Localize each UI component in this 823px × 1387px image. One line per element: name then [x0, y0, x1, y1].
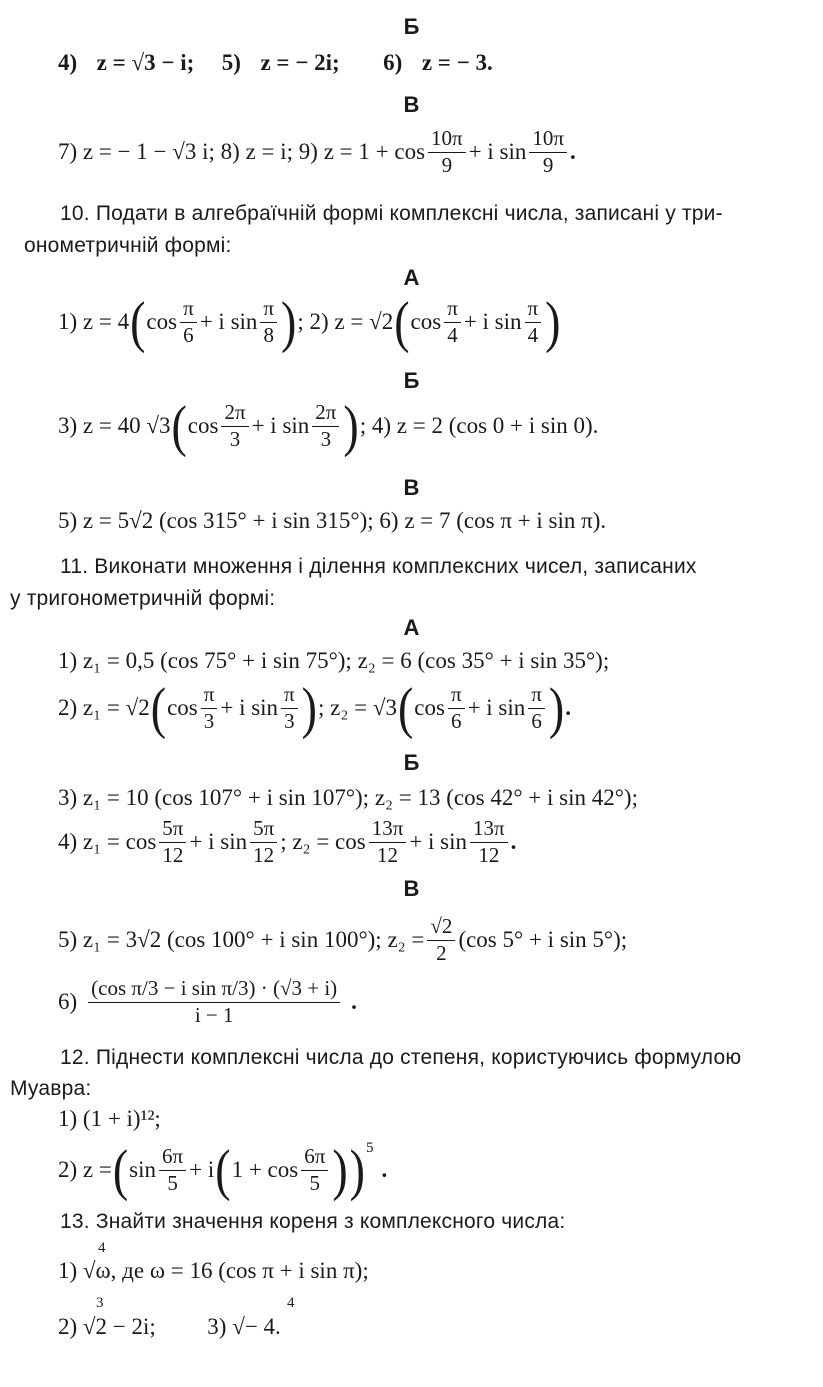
fraction: $\frac{\pi}{4}$ — [525, 297, 542, 346]
fraction: $\frac{2\pi}{3}$ — [221, 401, 248, 450]
paren-right: ) — [301, 675, 317, 740]
section-heading-b: Б — [403, 368, 420, 393]
exercise-9b-line — [58, 50, 823, 76]
section-heading-b: Б — [403, 750, 420, 775]
item-number: 4) — [58, 50, 78, 75]
exercise-10-1-line: 1) z = 4 ( cos $\frac{\pi}{6}$ + i sin $\frac{\pi}{8}$ ) ; 2) z = √2 ( cos $\frac{\pi}{4}$ + i sin $\frac{\pi}{4}$ ) — [58, 289, 561, 354]
formula: 7) z = − 1 − √3 i; 8) z = i; 9) z = 1 + cos — [58, 139, 426, 164]
fraction: $\frac{10\pi}{9}$ — [529, 127, 567, 176]
exercise-11-3-line: 3) z₁ = 10 (cos 107° + i sin 107°); z₂ = 13 (cos 42° + i sin 42°); — [58, 785, 638, 810]
section-heading-v: В — [403, 876, 420, 901]
paren-right: ) — [281, 289, 297, 354]
exercise-12-2-line: 2) z = ( sin $\frac{6\pi}{5}$ + i ( 1 + cos $\frac{6\pi}{5}$ ) ) 5 . — [58, 1137, 388, 1202]
fraction: $\frac{\pi}{6}$ — [180, 297, 197, 346]
paren-right: ) — [545, 289, 561, 354]
problem-11-text-cont: у тригонометричній формі: — [10, 587, 276, 610]
section-heading-v: В — [403, 92, 420, 117]
paren-left: ( — [394, 289, 410, 354]
paren-left: ( — [130, 289, 146, 354]
problem-12-text-cont: Муавра: — [10, 1077, 92, 1100]
formula: z = − 3. — [421, 50, 493, 75]
paren-right: ) — [332, 1137, 348, 1202]
problem-12-text: 12. Піднести комплексні числа до степеня, користуючись формулою — [60, 1046, 742, 1069]
fraction: $\frac{5\pi}{12}$ — [159, 817, 186, 866]
item-number: 5) — [221, 50, 241, 75]
fraction: $\frac{6\pi}{5}$ — [301, 1145, 328, 1194]
exercise-12-1-line: 1) (1 + i)¹²; — [58, 1106, 161, 1131]
fraction: $\frac{\text{(cos π/3 − i sin π/3) · (√3 + i)}}{i - 1}$ — [88, 977, 340, 1026]
fraction: $\frac{13\pi}{12}$ — [369, 817, 407, 866]
fraction: $\frac{13\pi}{12}$ — [470, 817, 508, 866]
section-heading-a: А — [403, 615, 420, 640]
section-heading-b: Б — [403, 14, 420, 39]
formula: + i sin — [468, 139, 527, 164]
exercise-11-1-line: 1) z₁ = 0,5 (cos 75° + i sin 75°); z₂ = 6 (cos 35° + i sin 35°); — [58, 648, 610, 673]
formula: z = √3 − i; — [96, 50, 195, 75]
fraction: $\frac{\pi}{4}$ — [444, 297, 461, 346]
paren-left: ( — [215, 1137, 231, 1202]
fraction: $\frac{\pi}{3}$ — [281, 683, 298, 732]
fraction: $\frac{10\pi}{9}$ — [428, 127, 466, 176]
root-index: 4 — [98, 1240, 106, 1256]
formula: z = − 2i; — [260, 50, 340, 75]
fraction: $\frac{5\pi}{12}$ — [250, 817, 277, 866]
fraction: $\frac{\pi}{8}$ — [260, 297, 277, 346]
section-heading-a: А — [403, 265, 420, 290]
section-heading-v: В — [403, 475, 420, 500]
paren-left: ( — [112, 1137, 129, 1202]
exercise-11-4-line: 4) z₁ = cos $\frac{5\pi}{12}$ + i sin $\frac{5\pi}{12}$ ; z₂ = cos $\frac{13\pi}{12}$ + i sin $\frac{13\pi}{12}$ . — [58, 816, 517, 867]
paren-left: ( — [150, 675, 167, 740]
exercise-10-3-line: 3) z = 40 √3 ( cos $\frac{2\pi}{3}$ + i sin $\frac{2\pi}{3}$ ) ; 4) z = 2 (cos 0 + i sin 0). — [58, 393, 599, 458]
problem-11-text: 11. Виконати множення і ділення комплексних чисел, записаних — [60, 555, 697, 578]
exercise-13-1-line: 1) √ω, де ω = 16 (cos π + i sin π); — [58, 1258, 369, 1283]
paren-left: ( — [397, 675, 414, 740]
paren-right: ) — [548, 675, 565, 740]
problem-13-text: 13. Знайти значення кореня з комплексного числа: — [60, 1210, 566, 1233]
fraction: $\frac{\pi}{6}$ — [448, 683, 465, 732]
fraction: $\frac{\pi}{3}$ — [201, 683, 218, 732]
paren-right: ) — [343, 393, 359, 458]
paren-left: ( — [171, 393, 187, 458]
fraction: $\frac{2\pi}{3}$ — [312, 401, 339, 450]
root-index: 4 — [287, 1295, 295, 1311]
exercise-10-5-line: 5) z = 5√2 (cos 315° + i sin 315°); 6) z = 7 (cos π + i sin π). — [58, 508, 607, 533]
exponent: 5 — [365, 1139, 374, 1156]
paren-right: ) — [349, 1137, 365, 1202]
exercise-9v-line: 7) z = − 1 − √3 i; 8) z = i; 9) z = 1 + cos $\frac{10\pi}{9}$ + i sin $\frac{10\pi}{9}$ . — [58, 126, 576, 177]
fraction: $\frac{6\pi}{5}$ — [159, 1145, 186, 1194]
exercise-11-6-line: 6) $\frac{\text{(cos π/3 − i sin π/3) · (√3 + i)}}{i - 1}$ . — [58, 976, 357, 1027]
problem-10-text: 10. Подати в алгебраїчній формі комплексні числа, записані у три- — [60, 202, 723, 225]
exercise-11-2-line: 2) z₁ = √2 ( cos $\frac{\pi}{3}$ + i sin $\frac{\pi}{3}$ ) ; z₂ = √3 ( cos $\frac{\pi}{6}$ + i sin $\frac{\pi}{6}$ ) . — [58, 675, 571, 740]
exercise-11-5-line: 5) z₁ = 3√2 (cos 100° + i sin 100°); z₂ = $\frac{√2}{2}$ (cos 5° + i sin 5°); — [58, 914, 628, 965]
exercise-13-2-line: 2) √2 − 2i; 3) √− 4. — [58, 1314, 281, 1339]
root-index: 3 — [96, 1295, 104, 1311]
fraction: $\frac{\pi}{6}$ — [528, 683, 545, 732]
item-number: 6) — [383, 50, 403, 75]
problem-10-text-cont: онометричній формі: — [24, 234, 232, 257]
fraction: $\frac{√2}{2}$ — [427, 915, 455, 964]
